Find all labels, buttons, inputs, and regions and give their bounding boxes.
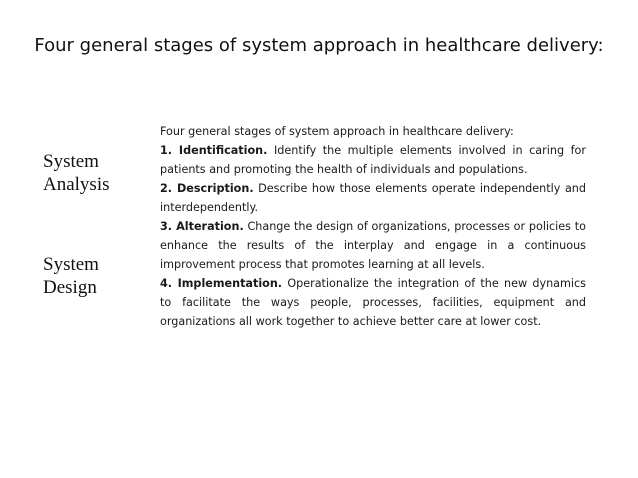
stage-implementation [160, 274, 586, 331]
stage-heading: 2. Description. [160, 182, 254, 195]
stage-text: Operationalize the integration of the new dynamics to facilitate the ways people, processes, facilities, equipment and organizations all work together to achieve better care at lower cost. [160, 277, 587, 328]
stage-text: Change the design of organizations, processes or policies to enhance the results of the interplay and engage in a continuous improvement process that promotes learning at all levels. [160, 220, 586, 271]
stage-text: Describe how those elements operate independently and interdependently. [160, 182, 586, 214]
stage-heading: 1. Identification. [160, 144, 268, 157]
stage-heading: 3. Alteration. [160, 220, 244, 233]
stages-intro: Four general stages of system approach in healthcare delivery: [160, 125, 514, 138]
stage-heading: 4. Implementation. [160, 277, 283, 290]
system-design-label-line1: System [43, 254, 99, 275]
system-design-label-line2: Design [43, 277, 97, 298]
slide-title: Four general stages of system approach in healthcare delivery: [34, 35, 604, 56]
stage-text: Identify the multiple elements involved in caring for patients and promoting the health of individuals and populations. [160, 144, 586, 176]
system-analysis-label [43, 150, 110, 196]
stages-text-block [160, 122, 586, 331]
system-analysis-label-line2: Analysis [43, 174, 110, 195]
stage-alteration [160, 217, 586, 274]
system-analysis-label-line1: System [43, 151, 99, 172]
system-design-label [43, 253, 99, 299]
stage-description [160, 179, 586, 217]
stage-identification [160, 141, 586, 179]
